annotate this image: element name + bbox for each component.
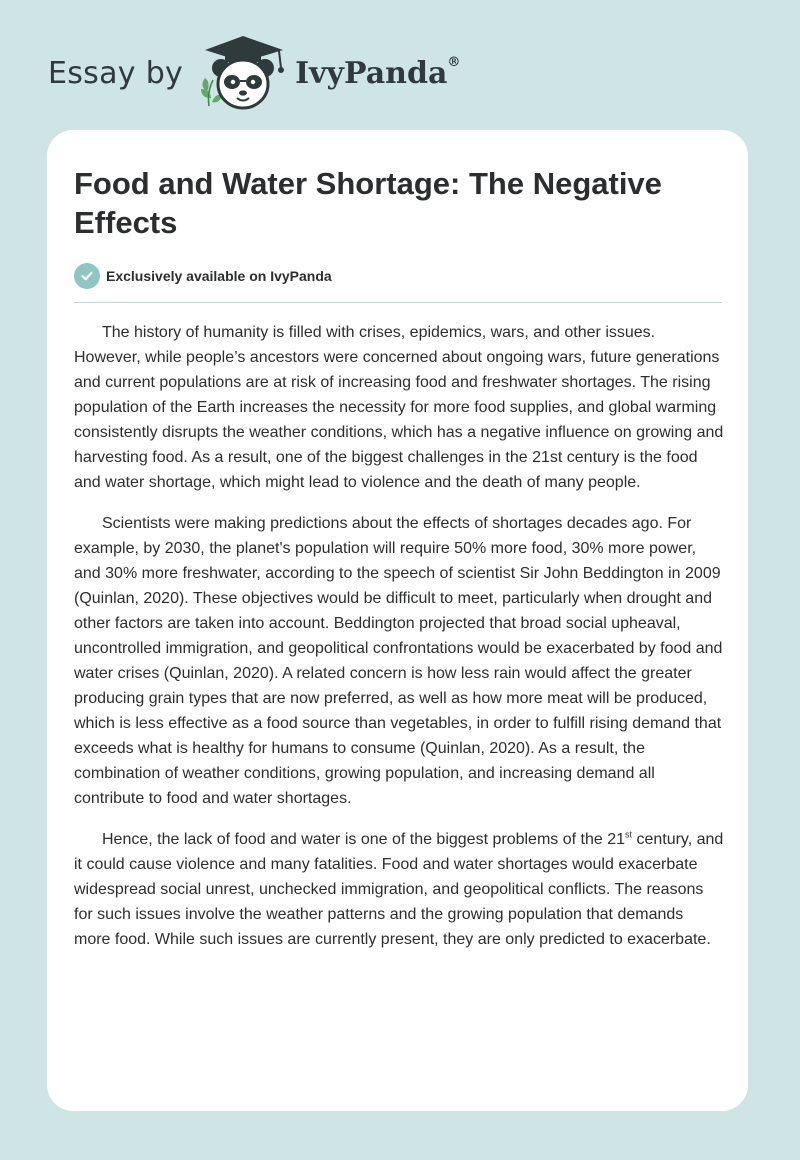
divider	[74, 302, 722, 303]
paragraph-3-start: Hence, the lack of food and water is one of the biggest problems of the 21	[102, 831, 625, 848]
check-circle-icon	[74, 263, 100, 289]
registered-mark: ®	[447, 54, 461, 70]
paragraph-3	[74, 827, 724, 952]
site-header	[48, 28, 548, 118]
essay-card	[47, 130, 748, 1111]
exclusive-label: Exclusively available on IvyPanda	[106, 268, 332, 284]
essay-title: Food and Water Shortage: The Negative Effects	[74, 166, 662, 240]
essay-body	[74, 320, 724, 968]
exclusive-badge	[74, 263, 332, 289]
brand-label[interactable]: IvyPanda	[295, 55, 448, 91]
panda-graduate-icon[interactable]	[197, 32, 289, 114]
paragraph-1: The history of humanity is filled with crises, epidemics, wars, and other issues. However, while people’s ancestors were concerned about ongoing wars, future generations and current populations are at risk of increasing food and freshwater shortages. The rising population of the Earth increases the necessity for more food supplies, and global warming consistently disrupts the weather conditions, which has a negative influence on growing and harvesting food. As a result, one of the biggest challenges in the 21st century is the food and water shortage, which might lead to violence and the death of many people.	[74, 324, 724, 491]
paragraph-3-end: century, and it could cause violence and many fatalities. Food and water shortages would exacerbate widespread social unrest, unchecked immigration, and geopolitical conflicts. The reasons for such issues involve the weather patterns and the growing population that demands more food. While such issues are currently present, they are only predicted to exacerbate.	[74, 831, 724, 948]
ordinal-suffix: st	[625, 829, 633, 840]
essay-by-label: Essay by	[48, 55, 184, 91]
paragraph-2: Scientists were making predictions about the effects of shortages decades ago. For example, by 2030, the planet's population will require 50% more food, 30% more power, and 30% more freshwater, according to the speech of scientist Sir John Beddington in 2009 (Quinlan, 2020). These objectives would be difficult to meet, particularly when drought and other factors are taken into account. Beddington projected that broad social upheaval, uncontrolled immigration, and geopolitical confrontations would be exacerbated by food and water crises (Quinlan, 2020). A related concern is how less rain would affect the greater producing grain types that are now preferred, as well as how more meat will be produced, which is less effective as a food source than vegetables, in order to fulfill rising demand that exceeds what is healthy for humans to consume (Quinlan, 2020). As a result, the combination of weather conditions, growing population, and increasing demand all contribute to food and water shortages.	[74, 515, 723, 807]
brand-name[interactable]	[295, 56, 460, 91]
